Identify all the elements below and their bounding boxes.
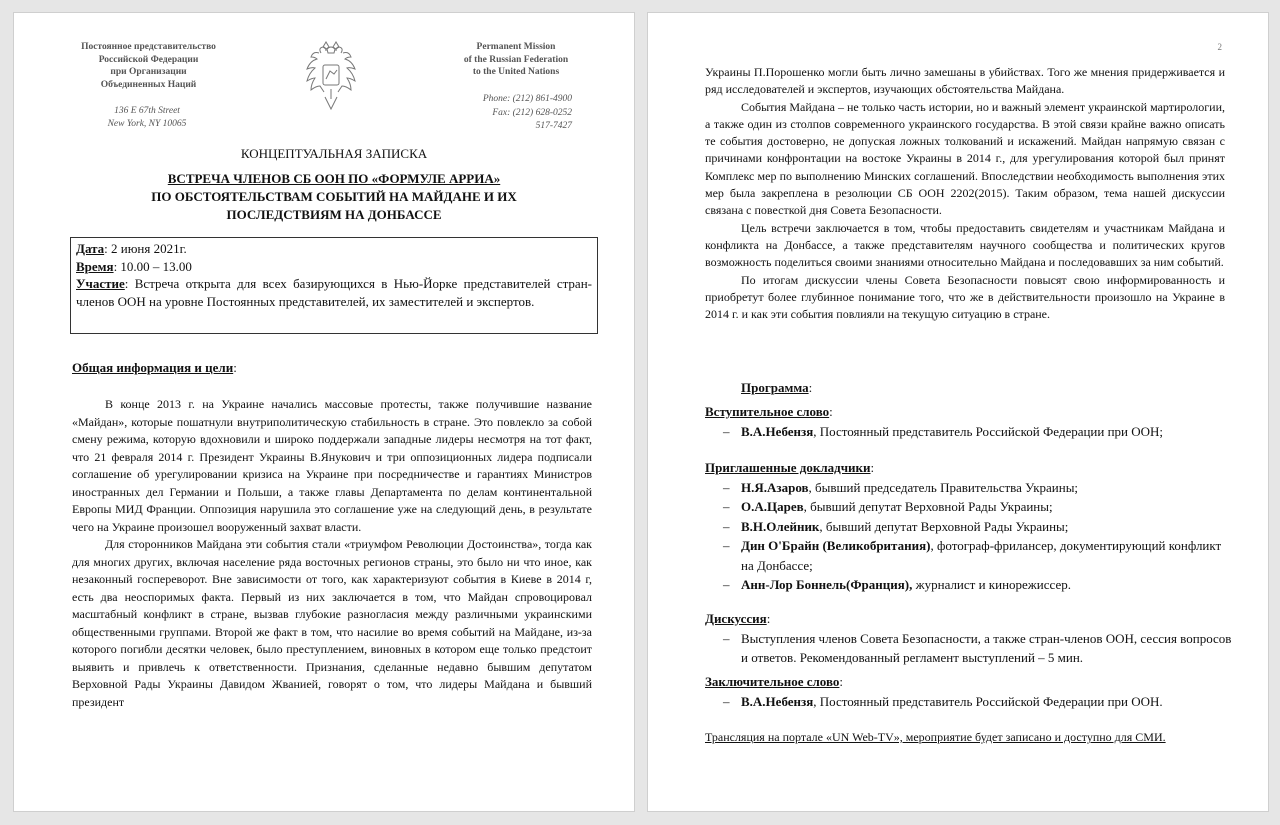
section-colon: : [233, 360, 237, 375]
header-en-line: to the United Nations [472, 67, 560, 77]
speaker-name: В.А.Небензя [741, 693, 814, 709]
date-value: : 2 июня 2021г. [104, 241, 187, 256]
time-label: Время [76, 258, 114, 274]
section-title: Общая информация и цели [72, 360, 234, 375]
document-page-1 [13, 12, 635, 812]
speaker-role: , Постоянный представитель Российской Федерации при ООН. [813, 693, 1163, 709]
paragraph: Украины П.Порошенко могли быть лично замешаны в убийствах. Того же мнения придерживается и ряд исследователей и экспертов, изучающих обстоятельства Майдана. [705, 65, 1225, 97]
speakers-section [705, 458, 1235, 595]
program-heading: Программа: [741, 380, 813, 395]
header-ru-line: Российской Федерации [98, 54, 199, 65]
header-phone [452, 93, 572, 134]
document-type: КОНЦЕПТУАЛЬНАЯ ЗАПИСКА [240, 146, 428, 161]
speaker-name: В.А.Небензя [741, 423, 814, 439]
list-item: – О.А.Царев, бывший депутат Верховной Рады Украины; [723, 499, 1053, 514]
header-ru-line: Объединенных Наций [100, 79, 197, 90]
speaker-name: В.Н.Олейник [741, 518, 820, 534]
speakers-heading: Приглашенные докладчики: [705, 460, 875, 475]
speaker-name: Дин О'Брайн (Великобритания) [741, 538, 931, 553]
participation-row [76, 275, 592, 310]
discussion-section [705, 609, 1235, 668]
list-item: – Выступления членов Совета Безопасности, а также стран-членов ООН, сессия вопросов и ответов. Рекомендованный регламент выступлений – 5 мин. [723, 630, 1232, 665]
header-ru-line: при Организации [110, 67, 187, 77]
closing-title: Заключительное слово [705, 674, 840, 689]
header-ru-line: Постоянное представительство [81, 42, 216, 52]
document-page-2 [647, 12, 1269, 812]
speaker-name: Анн-Лор Боннель(Франция), [741, 577, 913, 592]
page-number: 2 [1217, 42, 1222, 52]
paragraph: В конце 2013 г. на Украине начались массовые протесты, также получившие название «Майдан», которые пошатнули внутриполитическую стабильность в стране. Это повлекло за собой смену режима, которую вдохновили и широко поддержали западные лидеры несмотря на тот факт, что 21 февраля 2014 г. Президент Украины В.Янукович и три оппозиционных лидера подписали соглашение об урегулировании кризиса на Украине при посредничестве и гарантиях Министров иностранных дел Германии и Польши, а также главы Департамента по делам континентальной Европы МИД Франции. Оппозиция нарушила это соглашение уже на следующий день, в результате чего на Украине произошел вооруженный захват власти. [72, 397, 592, 534]
closing-heading: Заключительное слово: [705, 674, 844, 689]
participation-label: Участие [76, 276, 125, 291]
paragraph: События Майдана – не только часть истории, но и важный элемент украинской мартирологии, а также один из столпов современного украинского государства. В этой связи крайне важно описать те события достоверно, не допуская ложных толкований и искажений. Майдан напрямую связан с причинами конфронтации на востоке Украины в 2014 г., для урегулирования которой был принят Комплекс мер по выполнению Минских соглашений. Впоследствии необходимость выполнения этих мер была закреплена в резолюции СБ ООН 2202(2015). Таким образом, тема нашей дискуссии связана с повесткой дня Совета Безопасности. [705, 99, 1226, 218]
speaker-role: журналист и кинорежиссер. [912, 577, 1071, 592]
header-en-line: of the Russian Federation [463, 54, 569, 65]
list-item: – Дин О'Брайн (Великобритания), фотограф-фрилансер, документирующий конфликт на Донбассе; [723, 538, 1222, 573]
opening-section [705, 402, 1235, 441]
speaker-role: , фотограф-фрилансер, документирующий конфликт на Донбассе; [741, 538, 1222, 573]
phone-line: 517-7427 [535, 121, 572, 131]
document-title-line-1: ВСТРЕЧА ЧЛЕНОВ СБ ООН ПО «ФОРМУЛЕ АРРИА» [167, 171, 501, 186]
header-en-line: Permanent Mission [476, 42, 556, 52]
discussion-title: Дискуссия [705, 611, 767, 626]
date-row [76, 240, 592, 258]
time-row [76, 258, 592, 276]
address-line: New York, NY 10065 [107, 119, 187, 129]
document-title-line-3: ПОСЛЕДСТВИЯМ НА ДОНБАССЕ [226, 207, 442, 222]
phone-line: Phone: (212) 861-4900 [482, 94, 572, 104]
discussion-text: Выступления членов Совета Безопасности, а также стран-членов ООН, сессия вопросов и ответов. Рекомендованный регламент выступлений – 5 мин. [741, 630, 1232, 665]
speaker-role: , бывший депутат Верховной Рады Украины; [803, 499, 1053, 514]
section-heading-general-info [72, 360, 237, 376]
time-value: : 10.00 – 13.00 [113, 258, 192, 274]
participation-value: : Встреча открыта для всех базирующихся в Нью-Йорке представителей стран-членов ООН на уровне Постоянных представителей, их заместителей и экспертов. [76, 276, 592, 309]
fax-line: Fax: (212) 628-0252 [492, 107, 572, 118]
closing-section [705, 672, 1235, 711]
header-ru [66, 41, 231, 91]
general-info-text [72, 396, 592, 711]
opening-heading: Вступительное слово: [705, 404, 833, 419]
list-item: – Н.Я.Азаров, бывший председатель Правительства Украины; [723, 479, 1079, 495]
document-title-line-2: ПО ОБСТОЯТЕЛЬСТВАМ СОБЫТИЙ НА МАЙДАНЕ И ИХ [151, 189, 517, 204]
speaker-role: , Постоянный представитель Российской Федерации при ООН; [813, 423, 1164, 439]
list-item: – В.А.Небензя, Постоянный представитель Российской Федерации при ООН. [723, 693, 1163, 709]
paragraph: По итогам дискуссии члены Совета Безопасности повысят свою информированность и приобретут более глубинное понимание того, что же в действительности произошло на Украине в 2014 г. и как эти события повлияли на текущую ситуацию в стране. [705, 272, 1225, 322]
list-item: – В.А.Небензя, Постоянный представитель Российской Федерации при ООН; [723, 423, 1164, 439]
speaker-name: О.А.Царев [741, 499, 804, 514]
list-item: – Анн-Лор Боннель(Франция), журналист и кинорежиссер. [723, 577, 1071, 592]
discussion-heading: Дискуссия: [705, 611, 771, 626]
page-2-text [705, 64, 1225, 323]
speaker-role: , бывший председатель Правительства Украины; [808, 479, 1079, 495]
paragraph: Цель встречи заключается в том, чтобы предоставить свидетелям и участникам Майдана и конфликта на Донбассе, а также представителям научного сообщества и политических кругов возможность поделиться своими знаниями относительно Майдана и последовавших за ним событий. [705, 220, 1225, 270]
header-ru-address [72, 105, 222, 131]
list-item: – В.Н.Олейник, бывший депутат Верховной Рады Украины; [723, 518, 1069, 534]
russian-coat-of-arms-icon [297, 39, 365, 115]
program-title: Программа [741, 380, 809, 395]
header-en [451, 41, 581, 79]
speaker-name: Н.Я.Азаров [741, 479, 809, 495]
meeting-info-box [70, 237, 598, 334]
broadcast-note: Трансляция на портале «UN Web-TV», мероприятие будет записано и доступно для СМИ. [705, 730, 1166, 744]
address-line: 136 E 67th Street [114, 106, 180, 116]
date-label: Дата [76, 241, 105, 256]
speakers-title: Приглашенные докладчики [705, 460, 871, 475]
opening-title: Вступительное слово [705, 404, 830, 419]
paragraph: Для сторонников Майдана эти события стали «триумфом Революции Достоинства», тогда как для многих других, включая население ряда восточных регионов страны, это было ни что иное, как незаконный госпереворот. Вне зависимости от того, как характеризуют события в Киеве в 2014 г, есть два неоспоримых факта. Первый из них заключается в том, что Майдан спровоцировал масштабный конфликт в стране, вызвав глубокие разногласия между различными украинскими общественными группами. Второй же факт в том, что насилие во время событий на Майдане, из-за которого погибли десятки человек, было преступлением, виновных в котором еще только предстоит выявить и привлечь к ответственности. Признания, сделанные недавно бывшим депутатом Верховной Рады Украины Давидом Жванией, говорят о том, что лидеры Майдана и бывший президент [72, 537, 592, 709]
speaker-role: , бывший депутат Верховной Рады Украины; [819, 518, 1069, 534]
